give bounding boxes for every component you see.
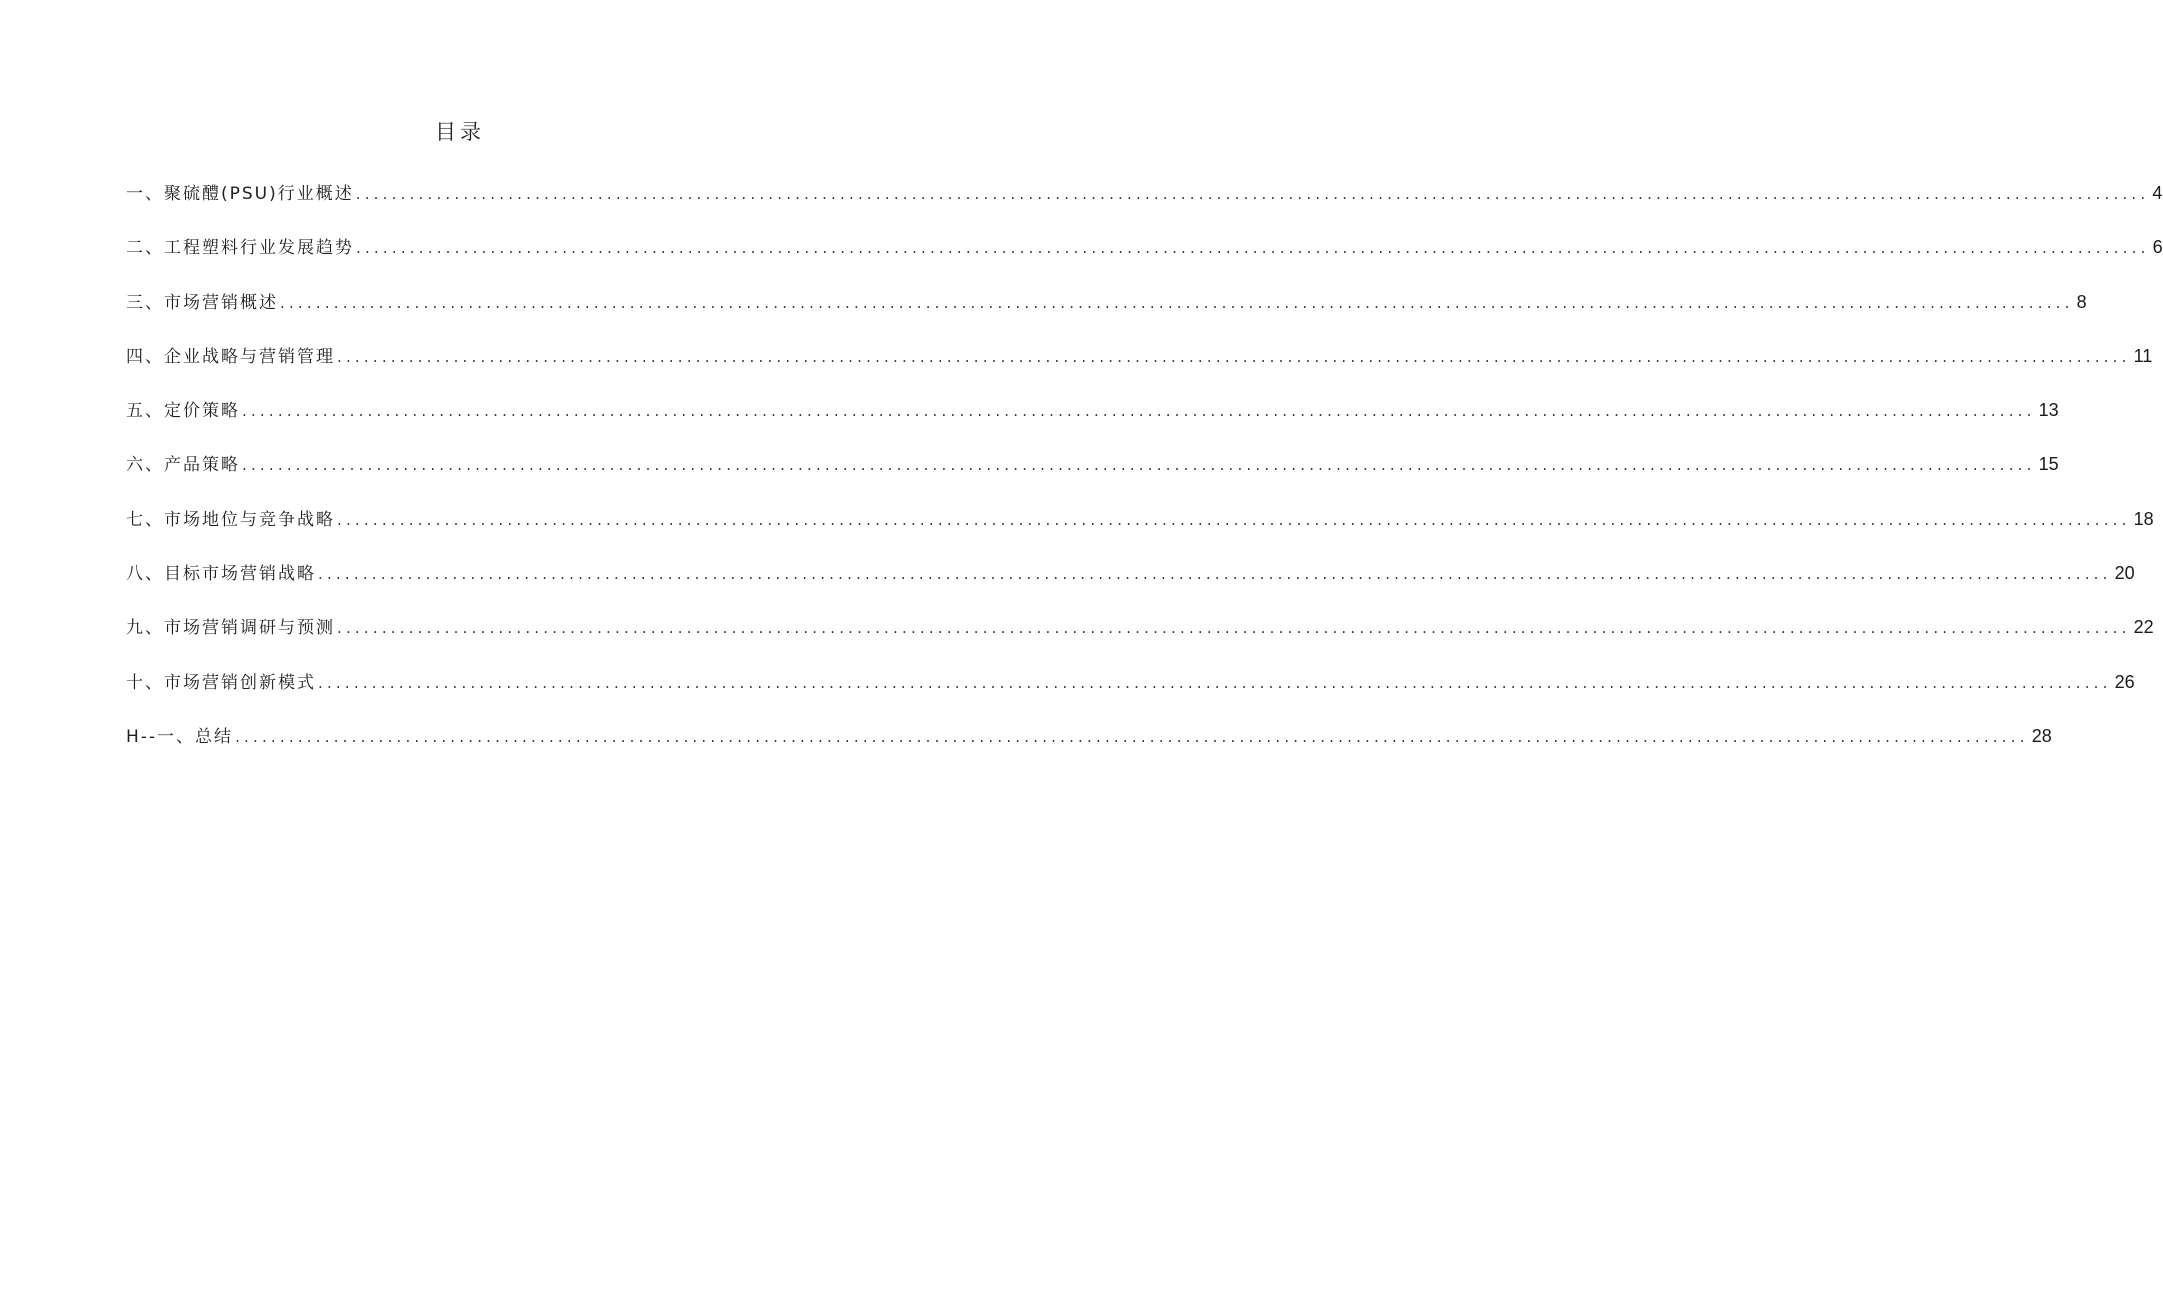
toc-dot-leader: ........................................................................................................................................................................................................ <box>356 239 2150 258</box>
toc-entry-label: 二、工程塑料行业发展趋势 <box>126 238 354 259</box>
toc-entry-label: H--一、总结 <box>126 726 234 747</box>
toc-entry-label: 六、产品策略 <box>126 455 240 476</box>
toc-dot-leader: ........................................................................................................................................................................................................ <box>235 727 2029 746</box>
toc-entry-page: 4 <box>2152 183 2163 203</box>
toc-entry-page: 28 <box>2031 725 2052 746</box>
toc-entry[interactable] <box>126 229 2163 283</box>
toc-entry-label: 四、企业战略与营销管理 <box>126 346 335 367</box>
toc-dot-leader: ........................................................................................................................................................................................................ <box>337 510 2131 529</box>
toc-entry-page: 15 <box>2038 454 2059 475</box>
toc-entry-page: 8 <box>2076 291 2087 312</box>
toc-entry[interactable] <box>126 664 2135 718</box>
toc-entry-page: 22 <box>2133 617 2154 638</box>
toc-dot-leader: ........................................................................................................................................................................................................ <box>242 402 2036 421</box>
toc-entry[interactable] <box>126 338 2153 392</box>
toc-entry[interactable] <box>126 718 2052 772</box>
toc-entry-label: 五、定价策略 <box>126 401 240 422</box>
toc-dot-leader: ........................................................................................................................................................................................................ <box>337 619 2131 638</box>
toc-entry-page: 13 <box>2038 400 2059 421</box>
toc-dot-leader: ........................................................................................................................................................................................................ <box>242 456 2036 475</box>
toc-entry-page: 18 <box>2133 508 2154 529</box>
toc-entry-page: 26 <box>2114 671 2135 692</box>
toc-entry[interactable] <box>126 446 2059 500</box>
toc-entry[interactable] <box>126 175 2163 229</box>
toc-entry-label: 三、市场营销概述 <box>126 292 278 313</box>
toc-dot-leader: ........................................................................................................................................................................................................ <box>355 185 2150 203</box>
toc-entry[interactable] <box>126 392 2059 446</box>
toc-entry-label: 九、市场营销调研与预测 <box>126 618 335 639</box>
toc-entry-page: 20 <box>2114 563 2135 584</box>
toc-entry-page: 6 <box>2152 237 2163 258</box>
toc-entry-label: 八、目标市场营销战略 <box>126 564 316 585</box>
toc-entry[interactable] <box>126 501 2154 555</box>
toc-entry-page: 11 <box>2133 345 2153 366</box>
toc-entry[interactable] <box>126 609 2154 663</box>
toc-title: 目录 <box>435 120 485 144</box>
toc-entry[interactable] <box>126 555 2135 609</box>
toc-entry-label: 七、市场地位与竞争战略 <box>126 509 335 530</box>
toc-entry-label: 十、市场营销创新模式 <box>126 672 316 693</box>
toc-dot-leader: ........................................................................................................................................................................................................ <box>337 347 2131 366</box>
toc-dot-leader: ........................................................................................................................................................................................................ <box>318 565 2112 584</box>
toc-entry-label: 一、聚硫醴(PSU)行业概述 <box>126 184 354 204</box>
toc-entry[interactable] <box>126 284 2087 338</box>
toc-dot-leader: ........................................................................................................................................................................................................ <box>280 293 2074 312</box>
toc-dot-leader: ........................................................................................................................................................................................................ <box>318 673 2112 692</box>
table-of-contents <box>126 175 2163 772</box>
